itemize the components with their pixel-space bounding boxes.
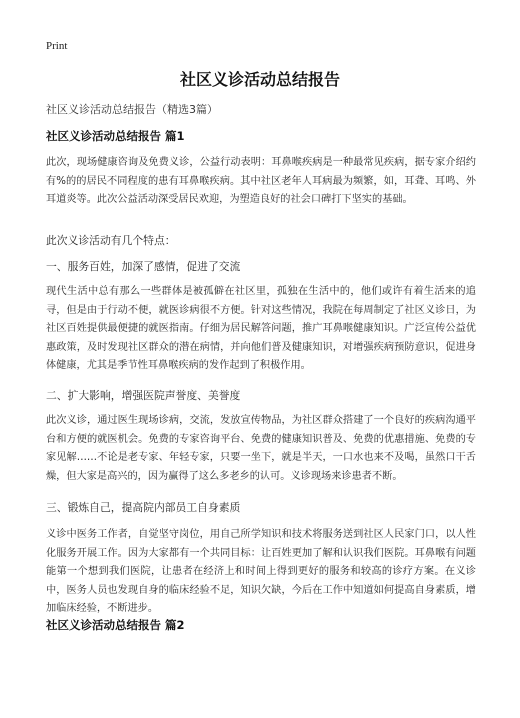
point2-paragraph: 此次义诊，通过医生现场诊病，交流，发放宣传物品，为社区群众搭建了一个良好的疾病沟通平台和方便的就医机会。免费的专家咨询平台、免费的健康知识普及、免费的优惠措施、免费的专家见解……不论是老专家、年轻专家，只要一坐下，就是半天，一口水也来不及喝，虽然口干舌燥，但大家是高兴的，因为赢得了这么多老乡的认可。义诊现场来诊患者不断。 (46, 415, 476, 482)
point3-paragraph: 义诊中医务工作者，自觉坚守岗位，用自己所学知识和技术将服务送到社区人民家门口，以人性化服务开展工作。因为大家都有一个共同目标：让百姓更加了解和认识我们医院。耳鼻喉有问题能第一个想到我们医院，让患者在经济上和时间上得到更好的服务和较高的诊疗方案。在义诊中，医务人员也发现自身的临床经验不足，知识欠缺，今后在工作中知道如何提高自身素质，增加临床经验，不断进步。 (46, 529, 476, 614)
article-heading-2: 社区义诊活动总结报告 篇2 (46, 618, 185, 632)
page-title: 社区义诊活动总结报告 (179, 70, 340, 89)
point2-title: 二、扩大影响，增强医院声誉度、美誉度 (46, 389, 241, 402)
point1-paragraph: 现代生活中总有那么一些群体是被孤僻在社区里，孤独在生活中的，他们或许有着生活来的追寻，但是由于行动不便，就医诊病很不方便。针对这些情况，我院在每周制定了社区义诊日，为社区百姓提供最便捷的就医指南。仔细为居民解答问题，推广耳鼻喉健康知识。广泛宣传公益优惠政策，及时发现社区群众的潜在病情，并向他们普及健康知识，对增强疾病预防意识，促进身体健康，尤其是季节性耳鼻喉疾病的发作起到了积极作用。 (46, 286, 476, 371)
features-intro: 此次义诊活动有几个特点： (46, 234, 176, 247)
intro-paragraph: 此次，现场健康咨询及免费义诊，公益行动表明：耳鼻喉疾病是一种最常见疾病，据专家介绍约有%的的居民不同程度的患有耳鼻喉疾病。其中社区老年人耳病最为频繁，如，耳聋、耳鸣、外耳道炎等。此次公益活动深受居民欢迎，为塑造良好的社会口碑打下坚实的基础。 (46, 157, 476, 205)
point1-title: 一、服务百姓，加深了感情，促进了交流 (46, 260, 241, 273)
document-subtitle: 社区义诊活动总结报告（精选3篇） (46, 103, 218, 116)
point3-title: 三、锻炼自己，提高院内部员工自身素质 (46, 501, 241, 514)
article-heading-1: 社区义诊活动总结报告 篇1 (46, 129, 185, 143)
print-link[interactable]: Print (46, 40, 68, 52)
